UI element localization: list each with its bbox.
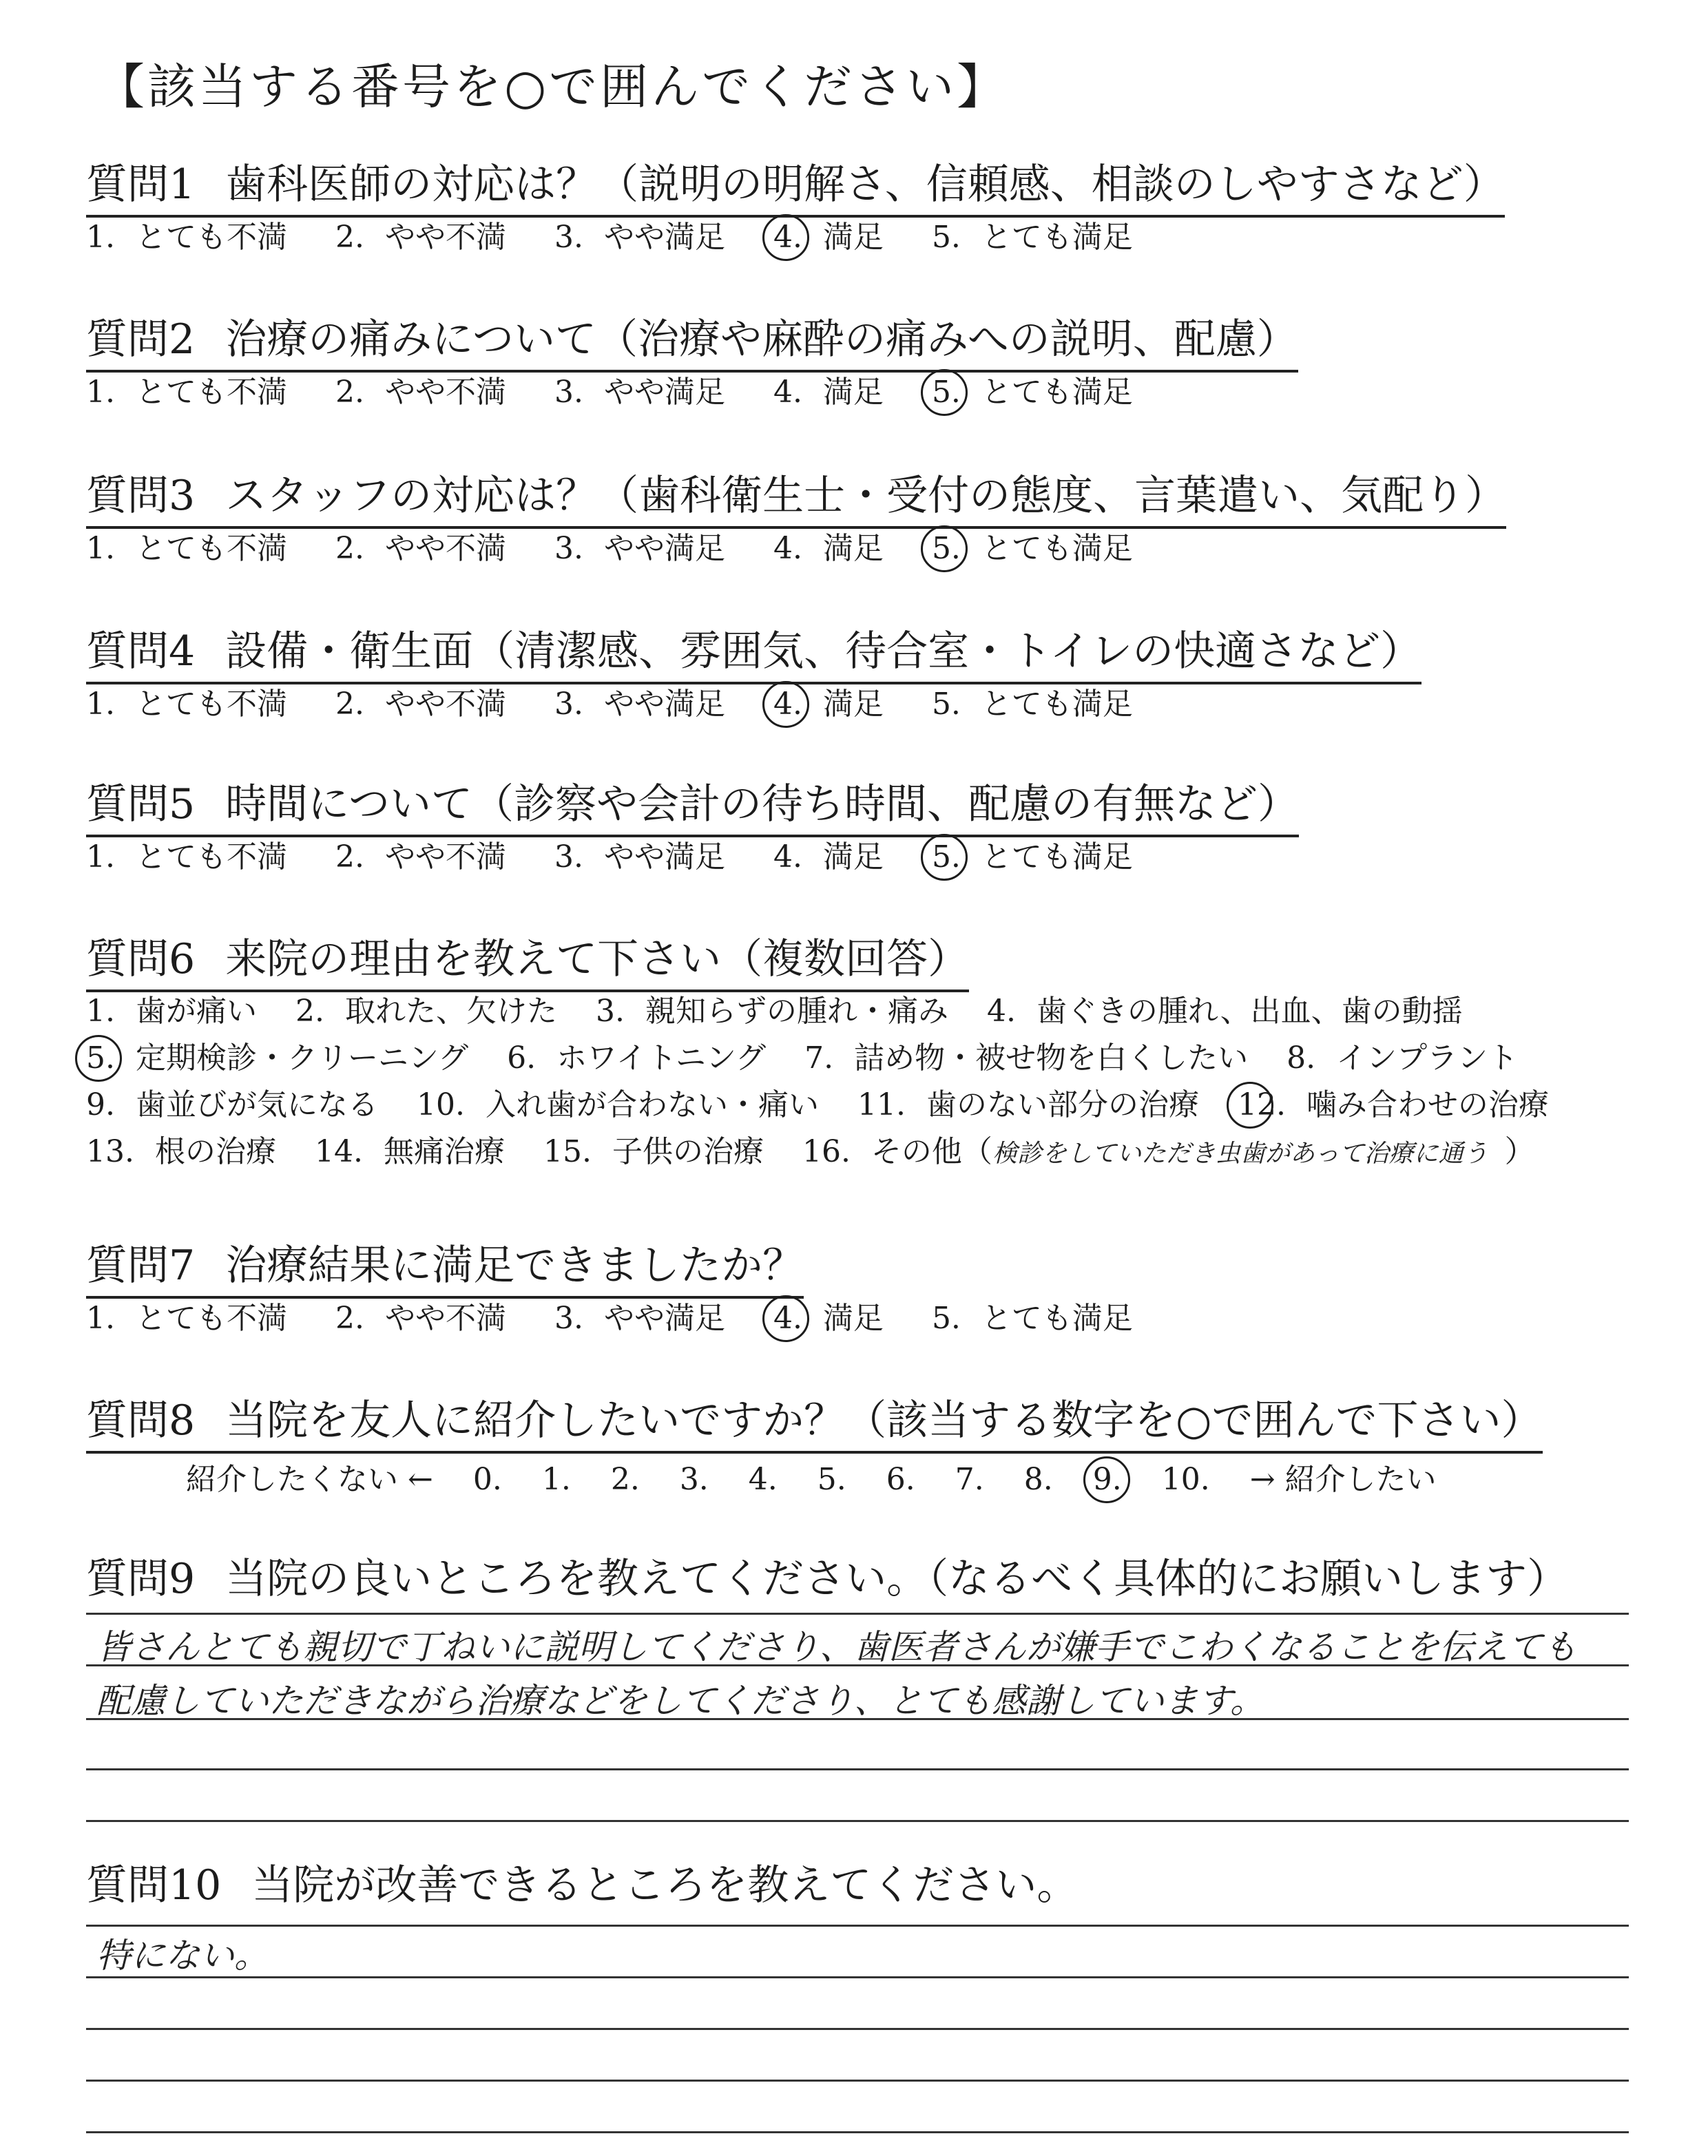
q9-answer-line-1[interactable]: 皆さんとても親切で丁ねいに説明してくださり、歯医者さんが嫌手でこわくなることを伝えても xyxy=(96,1627,1577,1667)
scale-9-selected[interactable]: 9. xyxy=(1092,1462,1122,1497)
q4-option-2[interactable]: 2. やや不満 xyxy=(335,687,506,722)
question-1-options xyxy=(86,212,1171,256)
q2-option-2[interactable]: 2. やや不満 xyxy=(335,375,506,410)
scale-1[interactable]: 1. xyxy=(541,1462,571,1497)
answer-rule xyxy=(86,1925,1629,1927)
q3-option-4[interactable]: 4. 満足 xyxy=(773,531,884,566)
question-3-heading xyxy=(86,463,1506,529)
question-9-text: 当院の良いところを教えてください。（なるべく具体的にお願いします） xyxy=(225,1555,1569,1603)
q3-option-3[interactable]: 3. やや満足 xyxy=(554,531,725,566)
q4-option-4-selected[interactable]: 4. 満足 xyxy=(773,687,884,722)
question-5-options xyxy=(86,832,1171,876)
q7-option-3[interactable]: 3. やや満足 xyxy=(554,1301,725,1336)
q9-answer-line-2[interactable]: 配慮していただきながら治療などをしてくださり、とても感謝しています。 xyxy=(96,1681,1264,1721)
question-7-text: 治療結果に満足できましたか？ xyxy=(225,1242,804,1290)
q5-option-1[interactable]: 1. とても不満 xyxy=(86,839,287,875)
answer-rule xyxy=(86,2131,1629,2133)
q7-option-2[interactable]: 2. やや不満 xyxy=(335,1301,506,1336)
question-10-heading xyxy=(86,1852,1078,1916)
reason-14[interactable]: 14. 無痛治療 xyxy=(314,1134,505,1169)
q5-option-3[interactable]: 3. やや満足 xyxy=(554,839,725,875)
answer-rule xyxy=(86,1613,1629,1615)
question-4-text: 設備・衛生面（清潔感、雰囲気、待合室・トイレの快適さなど） xyxy=(225,627,1422,676)
q5-option-2[interactable]: 2. やや不満 xyxy=(335,839,506,875)
scale-10[interactable]: 10. xyxy=(1161,1462,1210,1497)
reason-8[interactable]: 8. インプラント xyxy=(1287,1040,1519,1076)
reason-15[interactable]: 15. 子供の治療 xyxy=(543,1134,764,1169)
question-2-options xyxy=(86,367,1171,411)
scale-5[interactable]: 5. xyxy=(817,1462,846,1497)
q7-option-5[interactable]: 5. とても満足 xyxy=(931,1301,1133,1336)
scale-2[interactable]: 2. xyxy=(610,1462,640,1497)
question-1-heading xyxy=(86,151,1505,218)
reason-other-close: ） xyxy=(1504,1134,1535,1169)
q4-option-3[interactable]: 3. やや満足 xyxy=(554,687,725,722)
answer-rule xyxy=(86,1768,1629,1770)
question-10-text: 当院が改善できるところを教えてください。 xyxy=(251,1861,1079,1909)
q2-option-5-selected[interactable]: 5. とても満足 xyxy=(931,375,1133,410)
question-6-label: 質問6 xyxy=(86,935,196,983)
q10-answer-line-1[interactable]: 特にない。 xyxy=(96,1936,269,1976)
reason-16-other[interactable]: 16. その他（ xyxy=(802,1134,992,1169)
q2-option-1[interactable]: 1. とても不満 xyxy=(86,375,287,410)
scale-4[interactable]: 4. xyxy=(748,1462,778,1497)
q3-option-1[interactable]: 1. とても不満 xyxy=(86,531,287,566)
q4-option-5[interactable]: 5. とても満足 xyxy=(931,687,1133,722)
reason-10[interactable]: 10. 入れ歯が合わない・痛い xyxy=(416,1087,819,1122)
answer-rule xyxy=(86,1664,1629,1666)
page-title: 【該当する番号を○で囲んでください】 xyxy=(96,59,1008,115)
q7-option-4-selected[interactable]: 4. 満足 xyxy=(773,1301,884,1336)
scale-0[interactable]: 0. xyxy=(472,1462,502,1497)
reason-2[interactable]: 2. 取れた、欠けた xyxy=(295,994,557,1029)
question-6-reasons xyxy=(86,986,1578,1173)
question-9-label: 質問9 xyxy=(86,1555,196,1603)
scale-left-label: 紹介したくない ← xyxy=(186,1462,433,1497)
reason-13[interactable]: 13. 根の治療 xyxy=(86,1134,276,1169)
answer-rule xyxy=(86,1820,1629,1822)
q1-option-4-selected[interactable]: 4. 満足 xyxy=(773,220,884,255)
scale-3[interactable]: 3. xyxy=(679,1462,709,1497)
q3-option-5-selected[interactable]: 5. とても満足 xyxy=(931,531,1133,566)
question-2-label: 質問2 xyxy=(86,315,196,364)
answer-rule xyxy=(86,1976,1629,1978)
question-3-label: 質問3 xyxy=(86,472,196,520)
answer-rule xyxy=(86,2028,1629,2030)
question-3-options xyxy=(86,523,1171,567)
question-10-label: 質問10 xyxy=(86,1861,222,1909)
question-7-heading xyxy=(86,1233,804,1299)
question-8-text: 当院を友人に紹介したいですか？（該当する数字を○で囲んで下さい） xyxy=(225,1396,1543,1445)
question-5-text: 時間について（診察や会計の待ち時間、配慮の有無など） xyxy=(225,780,1299,828)
reason-9[interactable]: 9. 歯並びが気になる xyxy=(86,1087,378,1122)
q2-option-3[interactable]: 3. やや満足 xyxy=(554,375,725,410)
question-9-heading xyxy=(86,1546,1568,1609)
reasons-row-4 xyxy=(86,1127,1578,1173)
reason-other-answer[interactable]: 検診をしていただき虫歯があって治療に通う xyxy=(992,1140,1488,1168)
reason-6[interactable]: 6. ホワイトニング xyxy=(507,1040,767,1076)
question-2-heading xyxy=(86,306,1298,373)
reason-12-selected[interactable]: 12. 噛み合わせの治療 xyxy=(1237,1087,1549,1122)
q1-option-2[interactable]: 2. やや不満 xyxy=(335,220,506,255)
scale-8[interactable]: 8. xyxy=(1023,1462,1053,1497)
reason-5-selected[interactable]: 5. 定期検診・クリーニング xyxy=(86,1040,469,1076)
reasons-row-3 xyxy=(86,1080,1578,1127)
reason-4[interactable]: 4. 歯ぐきの腫れ、出血、歯の動揺 xyxy=(986,994,1463,1029)
question-3-text: スタッフの対応は？（歯科衛生士・受付の態度、言葉遣い、気配り） xyxy=(225,472,1507,520)
reason-1[interactable]: 1. 歯が痛い xyxy=(86,994,257,1029)
q2-option-4[interactable]: 4. 満足 xyxy=(773,375,884,410)
question-1-label: 質問1 xyxy=(86,160,196,209)
reason-7[interactable]: 7. 詰め物・被せ物を白くしたい xyxy=(804,1040,1249,1076)
q3-option-2[interactable]: 2. やや不満 xyxy=(335,531,506,566)
q1-option-3[interactable]: 3. やや満足 xyxy=(554,220,725,255)
q4-option-1[interactable]: 1. とても不満 xyxy=(86,687,287,722)
scale-6[interactable]: 6. xyxy=(886,1462,915,1497)
q7-option-1[interactable]: 1. とても不満 xyxy=(86,1301,287,1336)
question-7-label: 質問7 xyxy=(86,1242,196,1290)
scale-7[interactable]: 7. xyxy=(955,1462,984,1497)
question-4-label: 質問4 xyxy=(86,627,196,676)
answer-rule xyxy=(86,2080,1629,2082)
question-6-heading xyxy=(86,926,969,992)
q1-option-1[interactable]: 1. とても不満 xyxy=(86,220,287,255)
reasons-row-1 xyxy=(86,986,1578,1033)
q5-option-5-selected[interactable]: 5. とても満足 xyxy=(931,839,1133,875)
reasons-row-2 xyxy=(86,1033,1578,1080)
answer-rule xyxy=(86,1718,1629,1720)
question-5-label: 質問5 xyxy=(86,780,196,828)
question-4-heading xyxy=(86,618,1421,684)
scale-right-label: → 紹介したい xyxy=(1249,1462,1437,1497)
q1-option-5[interactable]: 5. とても満足 xyxy=(931,220,1133,255)
q5-option-4[interactable]: 4. 満足 xyxy=(773,839,884,875)
question-1-text: 歯科医師の対応は？（説明の明解さ、信頼感、相談のしやすさなど） xyxy=(225,160,1505,209)
reason-3[interactable]: 3. 親知らずの腫れ・痛み xyxy=(595,994,948,1029)
question-7-options xyxy=(86,1293,1171,1337)
question-5-heading xyxy=(86,771,1299,837)
question-8-heading xyxy=(86,1388,1543,1454)
question-2-text: 治療の痛みについて（治療や麻酔の痛みへの説明、配慮） xyxy=(225,315,1298,364)
question-8-label: 質問8 xyxy=(86,1396,196,1445)
question-4-options xyxy=(86,679,1171,723)
question-6-text: 来院の理由を教えて下さい（複数回答） xyxy=(225,935,970,983)
recommend-scale xyxy=(186,1454,1467,1498)
reason-11[interactable]: 11. 歯のない部分の治療 xyxy=(857,1087,1199,1122)
